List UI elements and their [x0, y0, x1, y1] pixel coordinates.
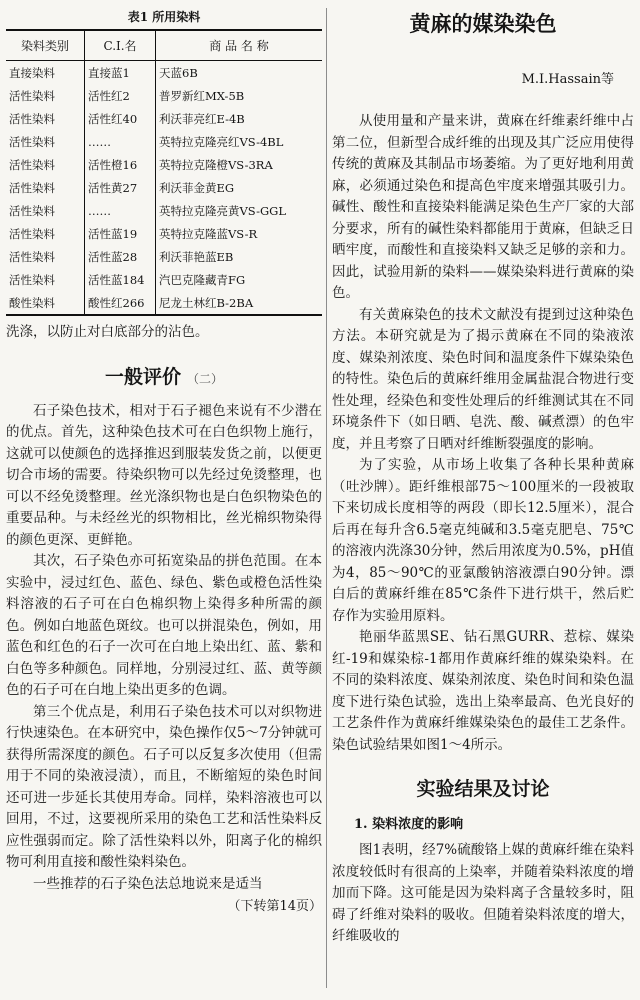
table-caption: 表1 所用染料 [127, 10, 201, 24]
cell-trade-name: 汽巴克隆藏青FG [159, 272, 246, 287]
cell-category: 酸性染料 [6, 291, 85, 315]
table-row [6, 130, 322, 153]
cell-category: 活性染料 [6, 153, 85, 176]
cell-trade-name: 利沃菲亮红E-4B [159, 111, 245, 126]
cell-ci-name: 活性蓝19 [85, 222, 156, 245]
table-row [6, 176, 322, 199]
cell-trade-name: 英特拉克隆橙VS-3RA [159, 157, 273, 172]
cell-category: 活性染料 [6, 199, 85, 222]
cell-category: 活性染料 [6, 130, 85, 153]
table-row [6, 245, 322, 268]
header-trade-name: 商 品 名 称 [156, 30, 323, 61]
section-heading-general-evaluation [6, 362, 322, 389]
cell-category: 活性染料 [6, 176, 85, 199]
table-row [6, 268, 322, 291]
cell-ci-name: 活性黄27 [85, 176, 156, 199]
table-row [6, 291, 322, 315]
paragraph: 艳丽华蓝黑SE、钻石黑GURR、惹棕、媒染红-19和媒染棕-1都用作黄麻纤维的媒染染料。在不同的染料浓度、媒染剂浓度、染色时间和染色温度下进行染色试验，选出上染率最高、色光良好的工艺条件作为黄麻纤维媒染染色的最佳工艺条件。染色试验结果如图1～4所示。 [332, 629, 634, 753]
table-row [6, 153, 322, 176]
heading-text: 一般评价 [104, 365, 181, 388]
cell-ci-name: …… [85, 130, 156, 153]
cell-category: 活性染料 [6, 245, 85, 268]
cell-ci-name: …… [85, 199, 156, 222]
cell-ci-name: 活性红2 [85, 84, 156, 107]
table-row [6, 222, 322, 245]
cell-category: 活性染料 [6, 107, 85, 130]
paragraph: 图1表明，经7%硫酸铬上媒的黄麻纤维在染料浓度较低时有很高的上染率，并随着染料浓度的增加而下降。这可能是因为染料离子含量较多时，阻碍了纤维对染料的吸收。但随着染料浓度的增大，纤维吸收的 [332, 842, 634, 944]
paragraph: 其次，石子染色亦可拓宽染品的拼色范围。在本实验中，浸过红色、蓝色、绿色、紫色或橙色活性染料溶液的石子可在白色棉织物上染得多种所需的颜色。例如白地蓝色斑纹。也可以拼混染色，例如，用蓝色和红色的石子一次可在白地上染出红、蓝、紫和白色等多种颜色。同样地，分别浸过红、蓝、黄等颜色的石子可在白地上染出更多的色调。 [6, 553, 322, 698]
cell-trade-name: 英特拉克隆蓝VS-R [159, 226, 258, 241]
cell-category: 直接染料 [6, 61, 85, 85]
article-title: 黄麻的媒染染色 [409, 11, 557, 36]
cell-ci-name: 活性红40 [85, 107, 156, 130]
table-row [6, 61, 322, 85]
header-ci-name: C.I.名 [85, 30, 156, 61]
heading-mark: （二） [187, 371, 224, 386]
paragraph: 石子染色技术，相对于石子褪色来说有不少潜在的优点。首先，这种染色技术可在白色织物上施行，这就可以使颜色的选择推迟到服装发货之前，以便更切合市场的需要。待染织物可以先经过免烫整理，也可以不经免烫整理。丝光涤织物也是白色织物染色的重要品种。与未经丝光的织物相比，丝光棉织物染得的颜色更深、更鲜艳。 [6, 402, 322, 548]
continued-note: （下转第14页） [227, 899, 322, 914]
cell-trade-name: 利沃菲金黄EG [159, 180, 235, 195]
table-row [6, 199, 322, 222]
article-author: M.I.Hassain等 [521, 72, 614, 87]
cell-trade-name: 利沃菲艳蓝EB [159, 249, 234, 264]
cell-category: 活性染料 [6, 268, 85, 291]
cell-category: 活性染料 [6, 84, 85, 107]
paragraph: 为了实验，从市场上收集了各种长果种黄麻（吐沙牌）。距纤维根部75～100厘米的一段被取下来切成长度相等的两段（即长12.5厘米），混合后再在每升含6.5毫克纯碱和3.5毫克肥皂、75℃的溶液内洗涤30分钟，然后用浓度为0.5%，pH值为4，85～90℃的亚氯酸钠溶液漂白90分钟。漂白后的黄麻纤维在85℃条件下进行烘干，然后贮存作为实验用原料。 [332, 457, 634, 624]
table-row [6, 107, 322, 130]
paragraph-after-table: 洗涤，以防止对白底部分的沾色。 [6, 324, 209, 340]
dye-table [6, 29, 322, 316]
cell-ci-name: 活性蓝28 [85, 245, 156, 268]
table-row [6, 84, 322, 107]
cell-trade-name: 英特拉克隆亮红VS-4BL [159, 134, 284, 149]
cell-ci-name: 酸性红266 [85, 291, 156, 315]
left-column [6, 0, 322, 914]
cell-ci-name: 活性蓝184 [85, 268, 156, 291]
cell-ci-name: 活性橙16 [85, 153, 156, 176]
cell-trade-name: 英特拉克隆亮黄VS-GGL [159, 203, 286, 218]
cell-ci-name: 直接蓝1 [85, 61, 156, 85]
column-divider [326, 8, 327, 988]
paragraph: 一些推荐的石子染色法总地说来是适当 [33, 875, 263, 892]
section-heading-results: 实验结果及讨论 [416, 778, 550, 800]
paragraph: 第三个优点是，利用石子染色技术可以对织物进行快速染色。在本研究中，染色操作仅5～7分钟就可获得所需深度的颜色。石子可以反复多次使用（但需用于不同的染液浸渍），而且，不断缩短的染色时间还可进一步延长其使用寿命。同样，染料溶液也可以回用，不过，这要视所采用的染色工艺和活性染料反应性强弱而定。除了活性染料以外，阳离子化的棉织物可利用直接和酸性染料染色。 [6, 703, 322, 870]
paragraph: 有关黄麻染色的技术文献没有提到过这种染色方法。本研究就是为了揭示黄麻在不同的染液浓度、媒染剂浓度、染色时间和温度条件下媒染染色的特性。染色后的黄麻纤维用金属盐混合物进行变性处理，经染色和变性处理后的纤维测试其在不同环境条件下（如日晒、皂洗、酸、碱煮漂）的色牢度，并且考察了日晒对纤维断裂强度的影响。 [332, 306, 634, 452]
cell-trade-name: 普罗新红MX-5B [159, 88, 245, 103]
sub-heading-dye-concentration: 1. 染料浓度的影响 [354, 817, 464, 832]
right-column [332, 0, 634, 948]
cell-trade-name: 天蓝6B [159, 65, 198, 80]
paragraph: 从使用量和产量来讲，黄麻在纤维素纤维中占第二位，但新型合成纤维的出现及其广泛应用使得传统的黄麻及其制品市场萎缩。为了更好地利用黄麻，必须通过染色和提高色牢度来增强其吸引力。碱性、酸性和直接染料能满足染色生产厂家的大部分要求，所有的碱性染料都能用于黄麻，但缺乏日晒牢度，而酸性和直接染料又缺乏足够的亲和力。因此，试验用新的染料——媒染染料进行黄麻的染色。 [332, 113, 634, 301]
table-header-row [6, 30, 322, 61]
cell-trade-name: 尼龙土林红B-2BA [156, 291, 323, 315]
cell-category: 活性染料 [6, 222, 85, 245]
header-dye-category: 染料类别 [6, 30, 85, 61]
